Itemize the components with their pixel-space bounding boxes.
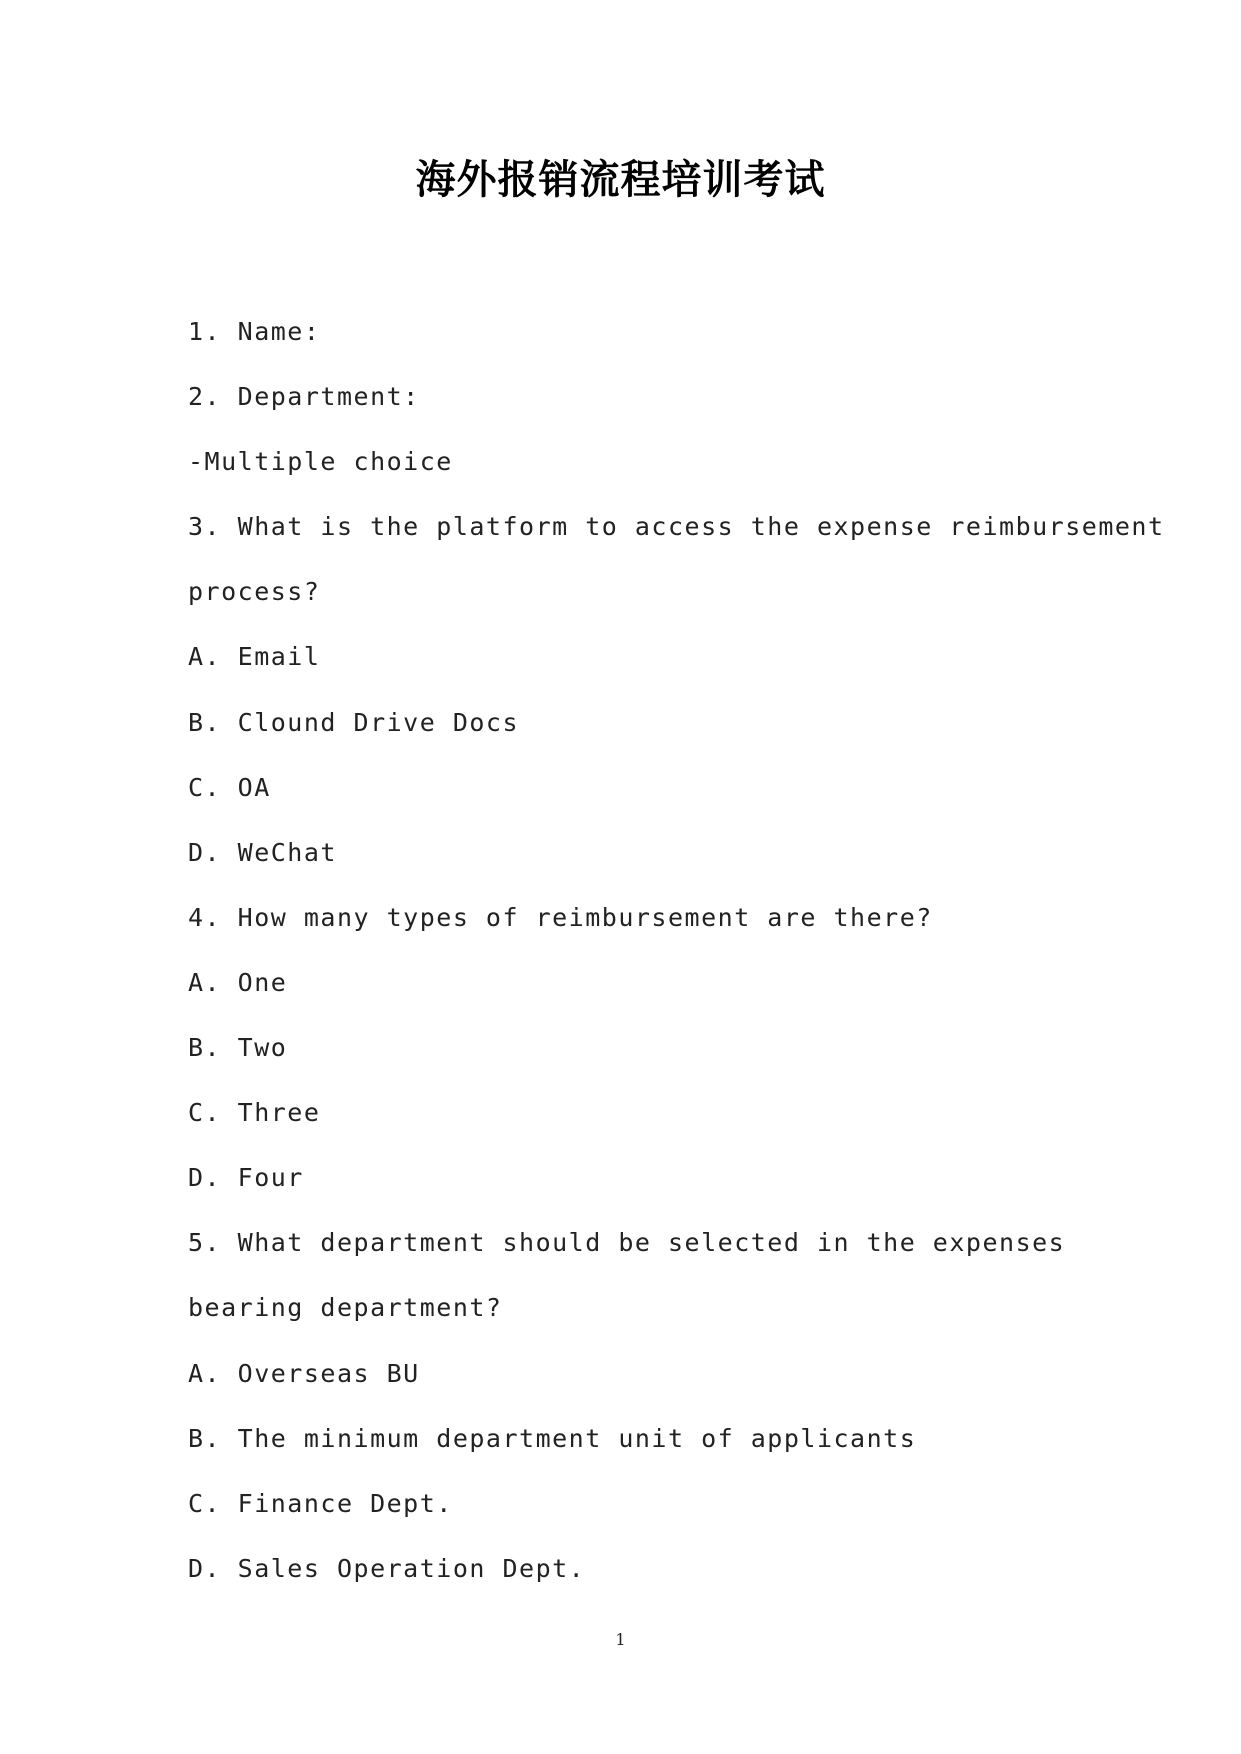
question-5-text: 5. What department should be selected in the expenses xyxy=(188,1228,1066,1258)
question-4-text: 4. How many types of reimbursement are there? xyxy=(188,902,933,932)
question-5-text-continued: bearing department? xyxy=(188,1293,503,1323)
question-4-option-b: B. Two xyxy=(188,1033,288,1063)
page-number: 1 xyxy=(615,1630,626,1649)
question-3-option-c: C. OA xyxy=(188,772,271,802)
question-3-text: 3. What is the platform to access the expense reimbursement xyxy=(188,512,1165,542)
question-4-option-c: C. Three xyxy=(188,1098,321,1128)
exam-body xyxy=(188,299,1165,1601)
section-heading-multiple-choice: -Multiple choice xyxy=(188,447,453,477)
question-5-option-d: D. Sales Operation Dept. xyxy=(188,1553,586,1583)
question-3-option-a: A. Email xyxy=(188,642,321,672)
question-3-option-b: B. Clound Drive Docs xyxy=(188,707,520,737)
question-5-option-b: B. The minimum department unit of applicants xyxy=(188,1423,917,1453)
question-3-option-d: D. WeChat xyxy=(188,837,337,867)
question-department-field: 2. Department: xyxy=(188,382,420,412)
question-name-field: 1. Name: xyxy=(188,317,321,346)
question-4-option-a: A. One xyxy=(188,967,288,997)
question-3-text-continued: process? xyxy=(188,577,321,607)
document-title: 海外报销流程培训考试 xyxy=(415,156,826,203)
question-5-option-a: A. Overseas BU xyxy=(188,1358,420,1388)
question-4-option-d: D. Four xyxy=(188,1163,304,1193)
question-5-option-c: C. Finance Dept. xyxy=(188,1488,453,1518)
